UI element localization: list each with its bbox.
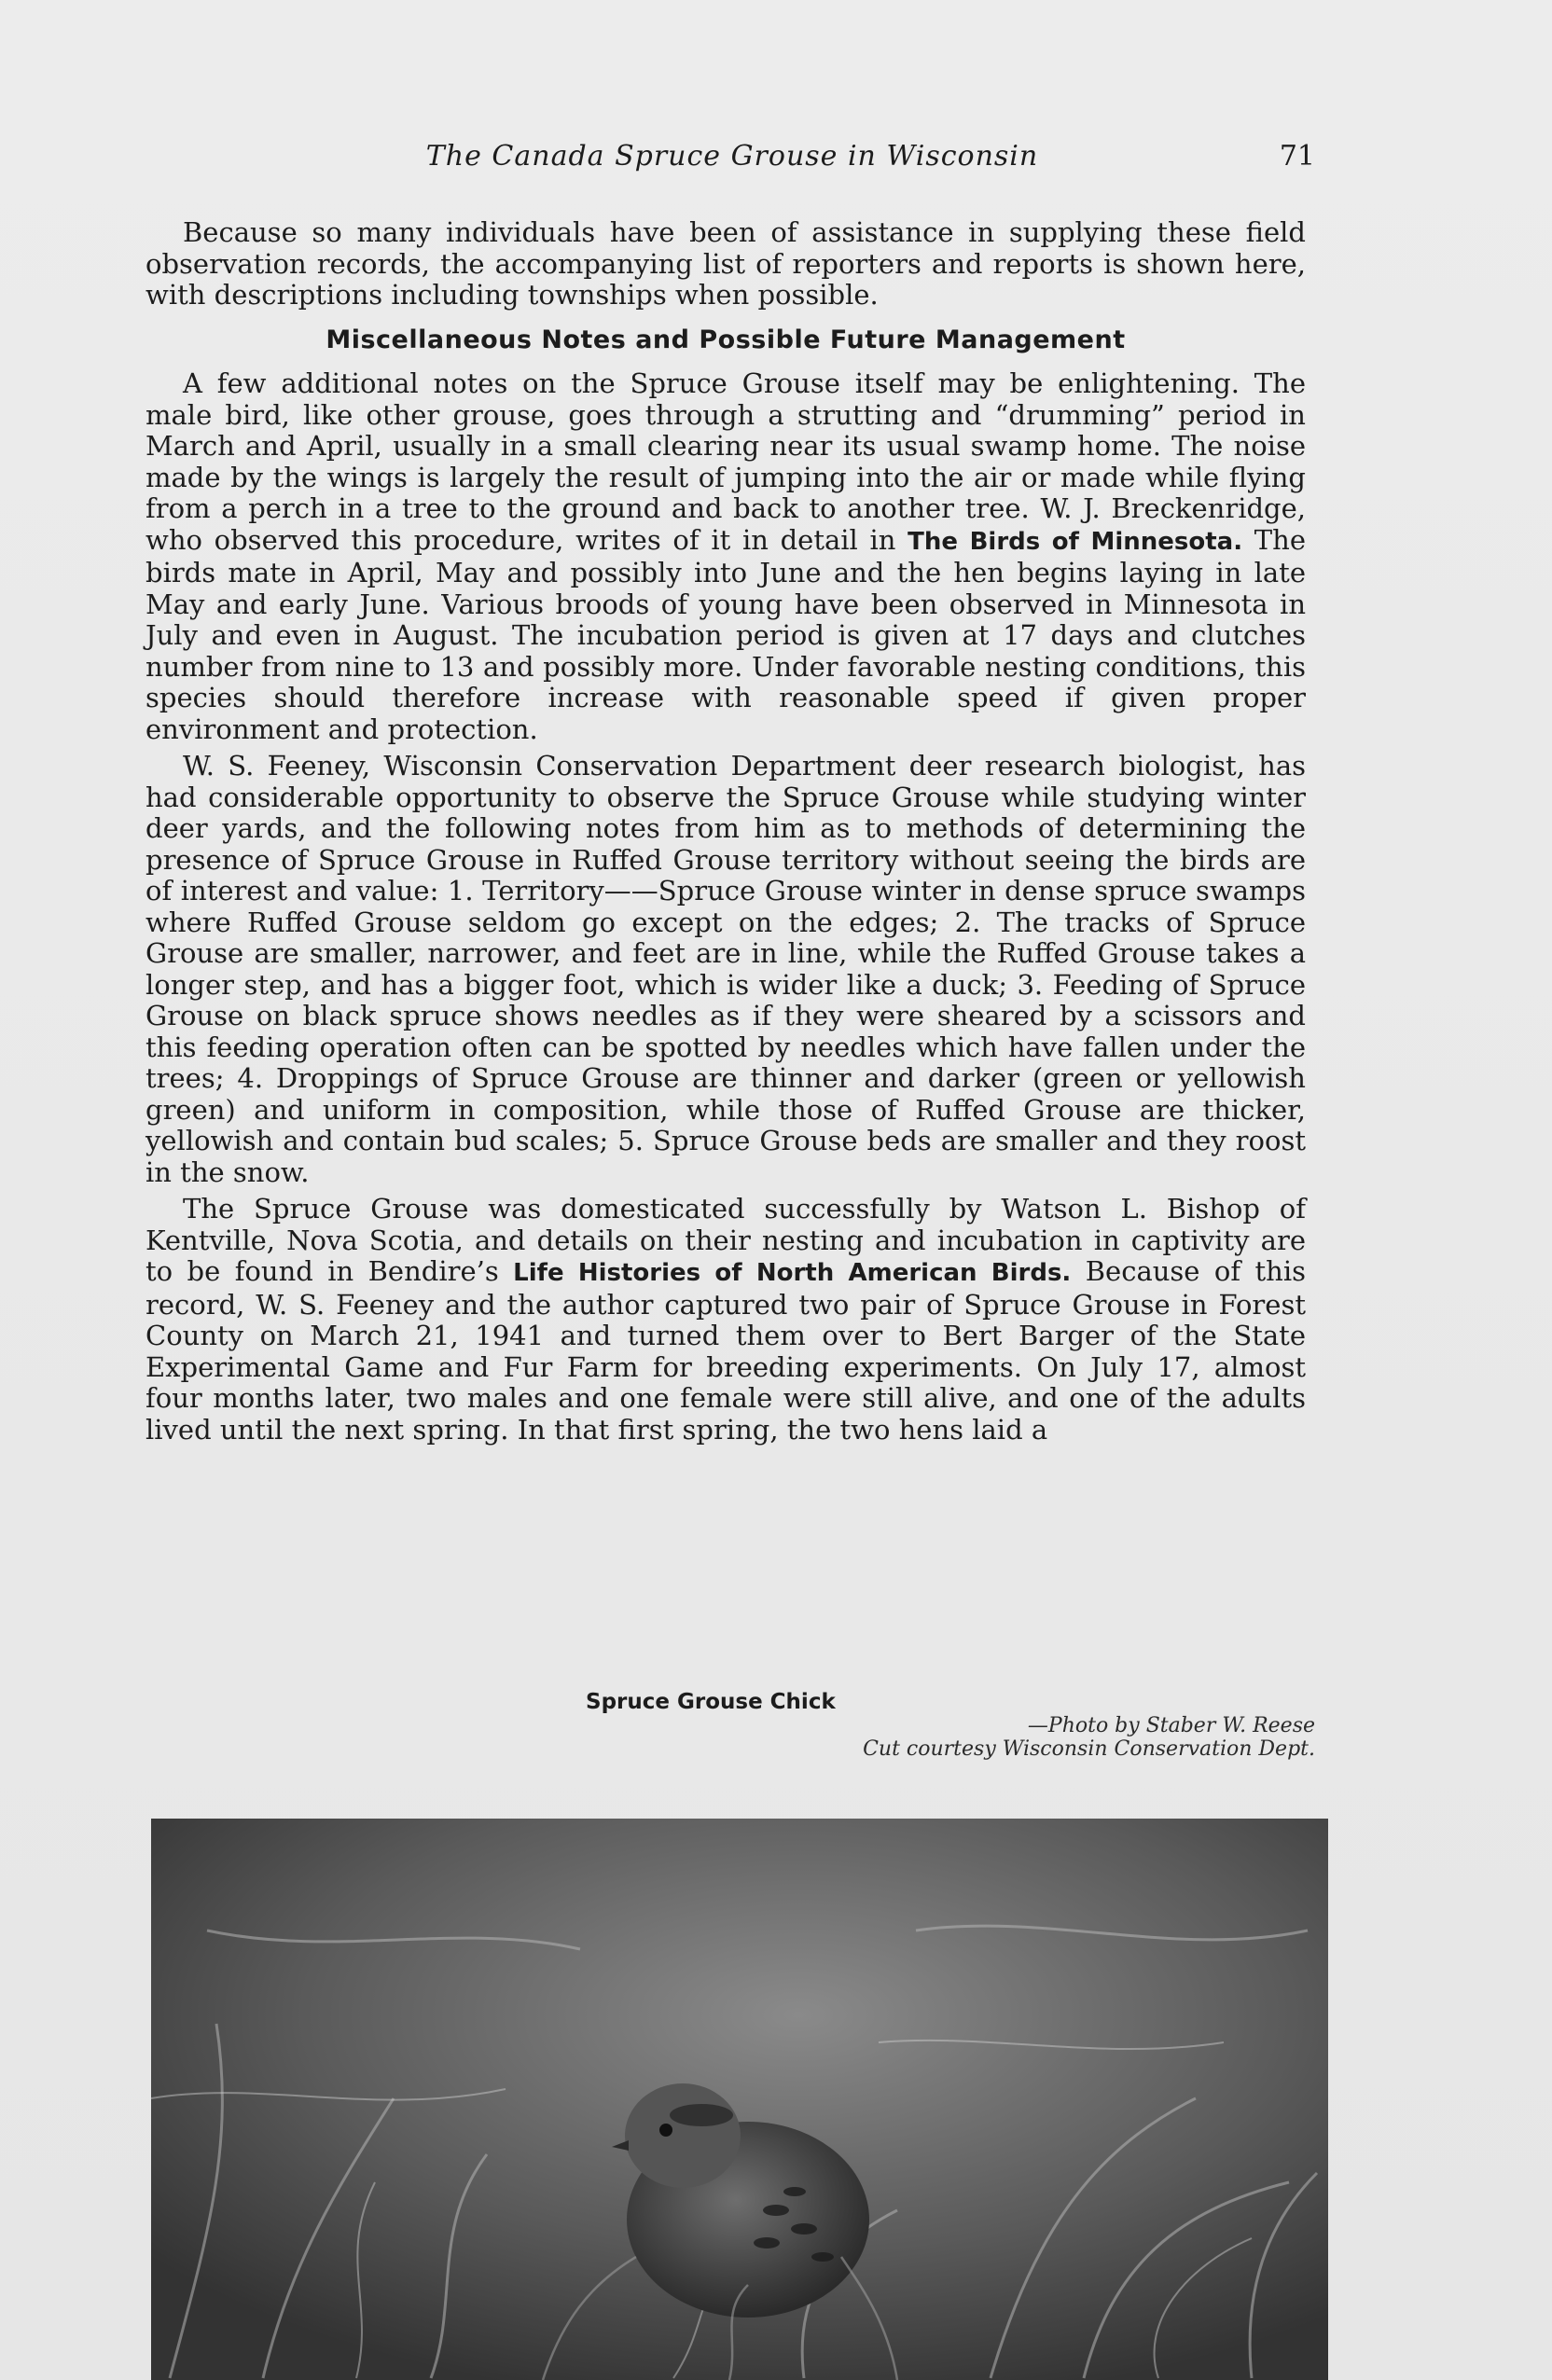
- caption-credit-photo: —Photo by Staber W. Reese: [1027, 1714, 1315, 1737]
- caption-title: Spruce Grouse Chick: [586, 1690, 836, 1714]
- paragraph-additional-notes: [146, 368, 1306, 745]
- photo-illustration: [151, 1819, 1328, 2380]
- paragraph-text: Because of this record, W. S. Feeney and the author captured two pair of Spruce Grouse in Forest County on March 21, 1941 and turned them over to Bert Barger of the State Experimental Game and Fur Farm for breeding experiments. On July 17, almost four months later, two males and one female were still alive, and one of the adults lived until the next spring. In that first spring, the two hens laid a: [146, 1255, 1307, 1446]
- paragraph-reporters: Because so many individuals have been of assistance in supplying these field observation records, the accompanying list of reporters and reports is shown here, with descriptions including townships when possible.: [146, 216, 1306, 311]
- book-title-birds-of-minnesota: The Birds of Minnesota.: [908, 527, 1243, 556]
- paragraph-text: The Spruce Grouse was domesticated successfully by Watson L. Bishop of Kentville, Nova Scotia, and details on their nesting and incubation in captivity are to be found in Bendire’s: [146, 1193, 1306, 1287]
- running-head: [149, 140, 1315, 181]
- running-title: The Canada Spruce Grouse in Wisconsin: [425, 140, 1039, 173]
- spruce-grouse-chick-photo: [151, 1819, 1328, 2380]
- paragraph-text: A few additional notes on the Spruce Grouse itself may be enlightening. The male bird, like other grouse, goes through a strutting and “drumming” period in March and April, usually in a small clearing near its usual swamp home. The noise made by the wings is largely the result of jumping into the air or made while flying from a perch in a tree to the ground and back to another tree. W. J. Breckenridge, who observed this procedure, writes of it in detail in: [146, 367, 1306, 556]
- paragraph-feeney-notes: W. S. Feeney, Wisconsin Conservation Department deer research biologist, has had considerable opportunity to observe the Spruce Grouse while studying winter deer yards, and the following notes from him as to methods of determining the presence of Spruce Grouse in Ruffed Grouse territory without seeing the birds are of interest and value: 1. Territory——Spruce Grouse winter in dense spruce swamps where Ruffed Grouse seldom go except on the edges; 2. The tracks of Spruce Grouse are smaller, narrower, and feet are in line, while the Ruffed Grouse takes a longer step, and has a bigger foot, which is wider like a duck; 3. Feeding of Spruce Grouse on black spruce shows needles as if they were sheared by a scissors and this feeding operation often can be spotted by needles which have fallen under the trees; 4. Droppings of Spruce Grouse are thinner and darker (green or yellowish green) and uniform in composition, while those of Ruffed Grouse are thicker, yellowish and contain bud scales; 5. Spruce Grouse beds are smaller and they roost in the snow.: [146, 750, 1306, 1188]
- section-heading: Miscellaneous Notes and Possible Future Management: [326, 325, 1126, 354]
- photo-caption: [578, 1690, 1315, 1761]
- page-number: 71: [1279, 140, 1315, 173]
- paragraph-text: The birds mate in April, May and possibly into June and the hen begins laying in late May and early June. Various broods of young have been observed in Minnesota in July and even in August. The incubation period is given at 17 days and clutches number from nine to 13 and possibly more. Under favorable nesting conditions, this species should therefore increase with reasonable speed if given proper environment and protection.: [146, 523, 1306, 745]
- paragraph-domestication: [146, 1194, 1306, 1446]
- caption-credit-cut: Cut courtesy Wisconsin Conservation Dept.: [863, 1737, 1315, 1761]
- article-body: [146, 217, 1306, 1446]
- book-title-life-histories: Life Histories of North American Birds.: [513, 1259, 1072, 1287]
